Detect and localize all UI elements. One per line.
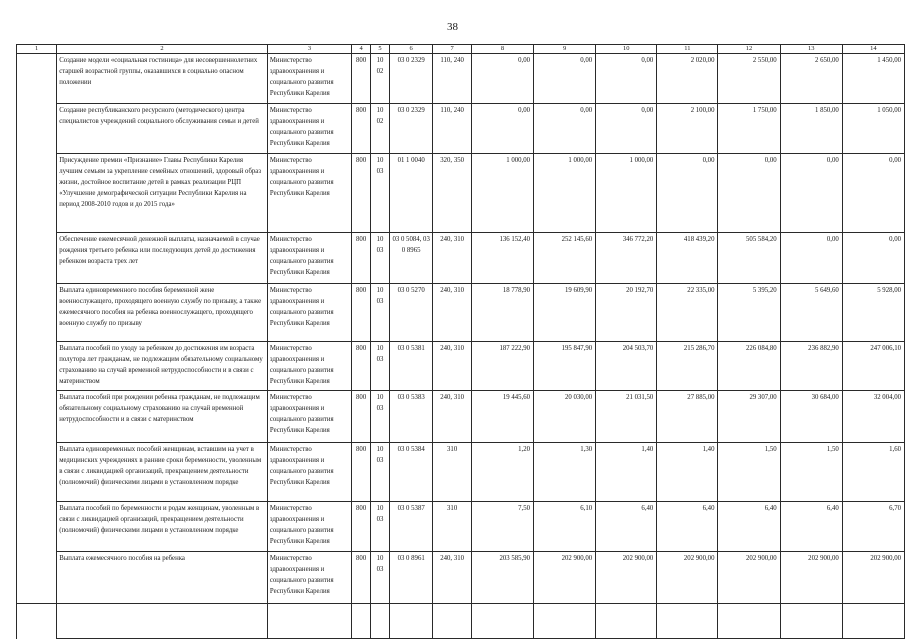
department-code: 800 xyxy=(352,54,371,104)
column-number: 1 xyxy=(17,45,57,54)
column-number: 12 xyxy=(718,45,780,54)
amount-col-12: 202 900,00 xyxy=(718,552,780,604)
row-number-cell xyxy=(17,154,57,233)
row-number-cell xyxy=(17,502,57,552)
section-code: 10 03 xyxy=(371,443,390,502)
amount-col-14: 202 900,00 xyxy=(842,552,904,604)
column-number: 4 xyxy=(352,45,371,54)
section-code: 10 02 xyxy=(371,54,390,104)
table-row xyxy=(17,54,905,104)
ministry-cell: Министерство здравоохранения и социального развития Республики Карелия xyxy=(267,552,351,604)
empty-cell xyxy=(433,604,472,639)
row-number-cell xyxy=(17,443,57,502)
amount-col-10: 346 772,20 xyxy=(596,233,657,284)
empty-cell xyxy=(657,604,718,639)
amount-col-12: 1,50 xyxy=(718,443,780,502)
table-row xyxy=(17,443,905,502)
ministry-cell: Министерство здравоохранения и социального развития Республики Карелия xyxy=(267,502,351,552)
amount-col-10: 204 503,70 xyxy=(596,342,657,391)
amount-col-8: 7,50 xyxy=(471,502,533,552)
ministry-cell: Министерство здравоохранения и социального развития Республики Карелия xyxy=(267,443,351,502)
amount-col-10: 0,00 xyxy=(596,104,657,154)
amount-col-14: 0,00 xyxy=(842,154,904,233)
activity-name-cell: Выплата единовременных пособий женщинам, вставшим на учет в медицинских учреждениях в ранние сроки беременности, уволенным в связи с ликвидацией организаций, прекращением деятельности (полномочий) физическими лицами в установленном порядке xyxy=(57,443,268,502)
target-article-code: 03 0 5084, 03 0 8965 xyxy=(389,233,432,284)
target-article-code: 01 1 0040 xyxy=(389,154,432,233)
amount-col-12: 29 307,00 xyxy=(718,391,780,443)
target-article-code: 03 0 8961 xyxy=(389,552,432,604)
column-number: 11 xyxy=(657,45,718,54)
activity-name-cell: Выплата пособий по уходу за ребенком до достижения им возраста полутора лет гражданам, не подлежащим обязательному социальному страхованию на случай временной нетрудоспособности и в связи с материнством xyxy=(57,342,268,391)
amount-col-11: 6,40 xyxy=(657,502,718,552)
activity-name-cell: Выплата единовременного пособия беременной жене военнослужащего, проходящего военную службу по призыву, а также ежемесячного пособия на ребенка военнослужащего, проходящего военную службу по призыву xyxy=(57,284,268,342)
column-number: 6 xyxy=(389,45,432,54)
amount-col-11: 2 100,00 xyxy=(657,104,718,154)
target-article-code: 03 0 2329 xyxy=(389,104,432,154)
table-row xyxy=(17,342,905,391)
empty-cell xyxy=(352,604,371,639)
amount-col-10: 1 000,00 xyxy=(596,154,657,233)
row-number-cell xyxy=(17,104,57,154)
activity-name-cell: Выплата ежемесячного пособия на ребенка xyxy=(57,552,268,604)
expense-type-code: 310 xyxy=(433,443,472,502)
department-code: 800 xyxy=(352,284,371,342)
target-article-code: 03 0 2329 xyxy=(389,54,432,104)
amount-col-14: 6,70 xyxy=(842,502,904,552)
empty-cell xyxy=(267,604,351,639)
section-code: 10 03 xyxy=(371,391,390,443)
amount-col-9: 0,00 xyxy=(534,104,596,154)
amount-col-8: 1,20 xyxy=(471,443,533,502)
expense-type-code: 110, 240 xyxy=(433,104,472,154)
column-number: 5 xyxy=(371,45,390,54)
empty-cell xyxy=(371,604,390,639)
target-article-code: 03 0 5270 xyxy=(389,284,432,342)
ministry-cell: Министерство здравоохранения и социального развития Республики Карелия xyxy=(267,391,351,443)
empty-cell xyxy=(57,604,268,639)
amount-col-11: 0,00 xyxy=(657,154,718,233)
expense-type-code: 240, 310 xyxy=(433,342,472,391)
amount-col-9: 1,30 xyxy=(534,443,596,502)
amount-col-9: 195 847,90 xyxy=(534,342,596,391)
section-code: 10 02 xyxy=(371,104,390,154)
activity-name-cell: Выплата пособий по беременности и родам женщинам, уволенным в связи с ликвидацией организаций, прекращением деятельности (полномочий) физическими лицами в установленном порядке xyxy=(57,502,268,552)
column-number: 7 xyxy=(433,45,472,54)
amount-col-14: 1 450,00 xyxy=(842,54,904,104)
row-number-cell xyxy=(17,391,57,443)
amount-col-13: 236 882,90 xyxy=(780,342,842,391)
column-number: 2 xyxy=(57,45,268,54)
column-number: 10 xyxy=(596,45,657,54)
table-row xyxy=(17,552,905,604)
amount-col-14: 1 050,00 xyxy=(842,104,904,154)
empty-cell xyxy=(842,604,904,639)
amount-col-13: 2 650,00 xyxy=(780,54,842,104)
amount-col-11: 27 885,00 xyxy=(657,391,718,443)
amount-col-14: 5 928,00 xyxy=(842,284,904,342)
column-number: 13 xyxy=(780,45,842,54)
activity-name-cell: Обеспечение ежемесячной денежной выплаты, назначаемой в случае рождения третьего ребенка или последующих детей до достижения ребенком возраста трех лет xyxy=(57,233,268,284)
amount-col-11: 2 020,00 xyxy=(657,54,718,104)
target-article-code: 03 0 5387 xyxy=(389,502,432,552)
ministry-cell: Министерство здравоохранения и социального развития Республики Карелия xyxy=(267,342,351,391)
amount-col-13: 6,40 xyxy=(780,502,842,552)
amount-col-11: 418 439,20 xyxy=(657,233,718,284)
section-code: 10 03 xyxy=(371,342,390,391)
activity-name-cell: Создание республиканского ресурсного (методического) центра специалистов учреждений социального обслуживания семьи и детей xyxy=(57,104,268,154)
amount-col-12: 0,00 xyxy=(718,154,780,233)
amount-col-10: 6,40 xyxy=(596,502,657,552)
amount-col-12: 226 084,80 xyxy=(718,342,780,391)
amount-col-9: 202 900,00 xyxy=(534,552,596,604)
row-number-cell xyxy=(17,552,57,604)
amount-col-13: 0,00 xyxy=(780,233,842,284)
amount-col-8: 136 152,40 xyxy=(471,233,533,284)
column-number: 9 xyxy=(534,45,596,54)
amount-col-14: 0,00 xyxy=(842,233,904,284)
empty-cell xyxy=(596,604,657,639)
amount-col-8: 1 000,00 xyxy=(471,154,533,233)
amount-col-12: 6,40 xyxy=(718,502,780,552)
section-code: 10 03 xyxy=(371,233,390,284)
amount-col-10: 202 900,00 xyxy=(596,552,657,604)
activity-name-cell: Выплата пособий при рождении ребенка гражданам, не подлежащим обязательному социальному страхованию на случай временной нетрудоспособности и в связи с материнством xyxy=(57,391,268,443)
target-article-code: 03 0 5383 xyxy=(389,391,432,443)
amount-col-8: 0,00 xyxy=(471,104,533,154)
table-row xyxy=(17,284,905,342)
amount-col-13: 5 649,60 xyxy=(780,284,842,342)
amount-col-10: 21 031,50 xyxy=(596,391,657,443)
column-number: 8 xyxy=(471,45,533,54)
table-row xyxy=(17,233,905,284)
amount-col-14: 247 006,10 xyxy=(842,342,904,391)
department-code: 800 xyxy=(352,552,371,604)
row-number-cell xyxy=(17,342,57,391)
amount-col-9: 0,00 xyxy=(534,54,596,104)
amount-col-13: 1 850,00 xyxy=(780,104,842,154)
section-code: 10 03 xyxy=(371,154,390,233)
amount-col-13: 202 900,00 xyxy=(780,552,842,604)
ministry-cell: Министерство здравоохранения и социального развития Республики Карелия xyxy=(267,284,351,342)
section-code: 10 03 xyxy=(371,552,390,604)
amount-col-8: 18 778,90 xyxy=(471,284,533,342)
page-number: 38 xyxy=(447,21,458,33)
department-code: 800 xyxy=(352,104,371,154)
amount-col-10: 1,40 xyxy=(596,443,657,502)
column-number: 3 xyxy=(267,45,351,54)
amount-col-8: 0,00 xyxy=(471,54,533,104)
header-row xyxy=(17,45,905,54)
department-code: 800 xyxy=(352,391,371,443)
amount-col-10: 0,00 xyxy=(596,54,657,104)
amount-col-13: 30 684,00 xyxy=(780,391,842,443)
table-row xyxy=(17,502,905,552)
amount-col-13: 0,00 xyxy=(780,154,842,233)
table-row xyxy=(17,154,905,233)
empty-cell xyxy=(389,604,432,639)
amount-col-11: 215 286,70 xyxy=(657,342,718,391)
empty-cell xyxy=(534,604,596,639)
empty-cell xyxy=(17,604,57,639)
amount-col-11: 1,40 xyxy=(657,443,718,502)
row-number-cell xyxy=(17,233,57,284)
amount-col-14: 1,60 xyxy=(842,443,904,502)
amount-col-8: 203 585,90 xyxy=(471,552,533,604)
amount-col-8: 19 445,60 xyxy=(471,391,533,443)
empty-cell xyxy=(780,604,842,639)
expense-type-code: 240, 310 xyxy=(433,552,472,604)
expense-type-code: 240, 310 xyxy=(433,233,472,284)
empty-cell xyxy=(718,604,780,639)
target-article-code: 03 0 5381 xyxy=(389,342,432,391)
expense-type-code: 320, 350 xyxy=(433,154,472,233)
expense-type-code: 310 xyxy=(433,502,472,552)
department-code: 800 xyxy=(352,443,371,502)
amount-col-13: 1,50 xyxy=(780,443,842,502)
section-code: 10 03 xyxy=(371,284,390,342)
budget-table-container xyxy=(16,44,905,639)
amount-col-11: 22 335,00 xyxy=(657,284,718,342)
target-article-code: 03 0 5384 xyxy=(389,443,432,502)
amount-col-12: 505 584,20 xyxy=(718,233,780,284)
table-row xyxy=(17,391,905,443)
amount-col-9: 1 000,00 xyxy=(534,154,596,233)
amount-col-12: 5 395,20 xyxy=(718,284,780,342)
column-number: 14 xyxy=(842,45,904,54)
amount-col-14: 32 004,00 xyxy=(842,391,904,443)
expense-type-code: 240, 310 xyxy=(433,391,472,443)
budget-table xyxy=(16,44,905,639)
empty-cell xyxy=(471,604,533,639)
amount-col-9: 19 609,90 xyxy=(534,284,596,342)
department-code: 800 xyxy=(352,502,371,552)
amount-col-9: 252 145,60 xyxy=(534,233,596,284)
table-bottom-margin xyxy=(17,604,905,639)
department-code: 800 xyxy=(352,154,371,233)
activity-name-cell: Присуждение премии «Признание» Главы Республики Карелия лучшим семьям за укрепление семейных отношений, здоровый образ жизни, достойное воспитание детей в рамках реализации РЦП «Улучшение демографической ситуации Республики Карелия на период 2008-2010 годов и до 2015 года» xyxy=(57,154,268,233)
row-number-cell xyxy=(17,54,57,104)
ministry-cell: Министерство здравоохранения и социального развития Республики Карелия xyxy=(267,104,351,154)
ministry-cell: Министерство здравоохранения и социального развития Республики Карелия xyxy=(267,233,351,284)
amount-col-9: 20 030,00 xyxy=(534,391,596,443)
ministry-cell: Министерство здравоохранения и социального развития Республики Карелия xyxy=(267,54,351,104)
activity-name-cell: Создание модели «социальная гостиница» для несовершеннолетних старшей возрастной группы, оказавшихся в социально опасном положении xyxy=(57,54,268,104)
expense-type-code: 110, 240 xyxy=(433,54,472,104)
ministry-cell: Министерство здравоохранения и социального развития Республики Карелия xyxy=(267,154,351,233)
section-code: 10 03 xyxy=(371,502,390,552)
amount-col-11: 202 900,00 xyxy=(657,552,718,604)
amount-col-10: 20 192,70 xyxy=(596,284,657,342)
amount-col-8: 187 222,90 xyxy=(471,342,533,391)
row-number-cell xyxy=(17,284,57,342)
amount-col-9: 6,10 xyxy=(534,502,596,552)
department-code: 800 xyxy=(352,342,371,391)
table-row xyxy=(17,104,905,154)
amount-col-12: 1 750,00 xyxy=(718,104,780,154)
expense-type-code: 240, 310 xyxy=(433,284,472,342)
department-code: 800 xyxy=(352,233,371,284)
amount-col-12: 2 550,00 xyxy=(718,54,780,104)
